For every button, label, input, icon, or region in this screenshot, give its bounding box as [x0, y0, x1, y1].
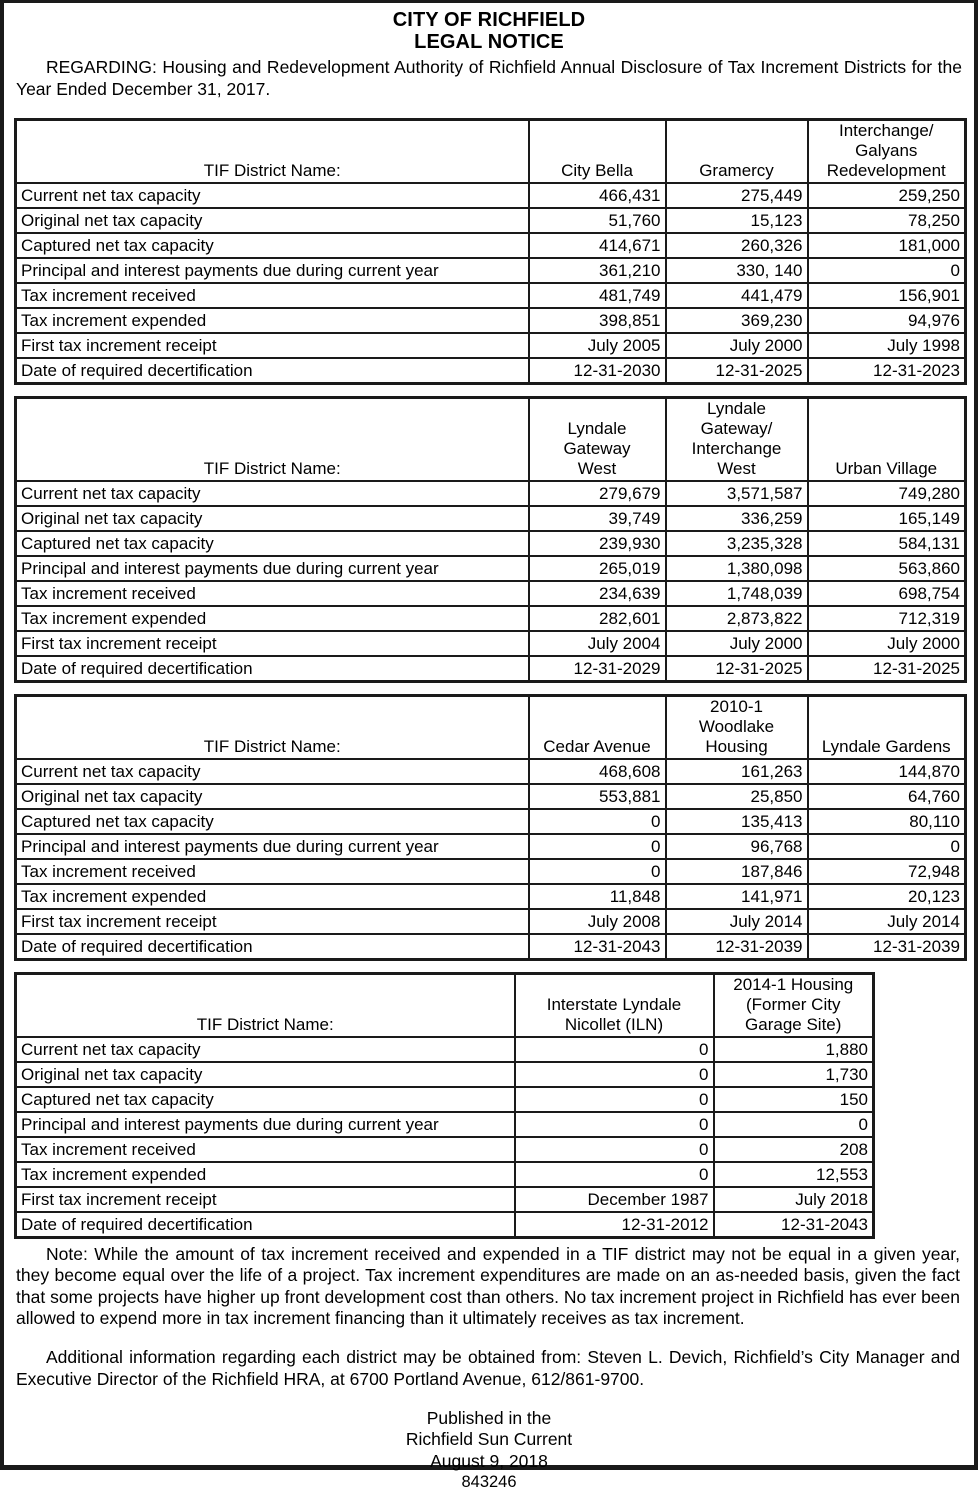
row-label: Current net tax capacity [16, 481, 529, 506]
district-column-header-line: Gramercy [699, 160, 774, 180]
table-cell-value: 64,760 [808, 784, 966, 809]
table-cell-value: 282,601 [529, 606, 666, 631]
row-label: Current net tax capacity [16, 183, 529, 208]
tif-district-name-header: TIF District Name: [16, 397, 529, 481]
table-cell-value: 12-31-2039 [666, 934, 808, 960]
district-column-header-line: Housing [705, 736, 768, 756]
district-column-header-line: Nicollet (ILN) [564, 1014, 664, 1034]
table-cell-value: 369,230 [666, 308, 808, 333]
table-3 [14, 694, 967, 961]
row-label: First tax increment receipt [16, 909, 529, 934]
table-cell-value: December 1987 [515, 1187, 714, 1212]
table-cell-value: 361,210 [529, 258, 666, 283]
row-label: Tax increment received [16, 1137, 515, 1162]
table-1 [14, 118, 967, 385]
table-cell-value: 135,413 [666, 809, 808, 834]
table-cell-value: 0 [714, 1112, 874, 1137]
table-cell-value: July 2008 [529, 909, 666, 934]
table-cell-value: 12-31-2043 [529, 934, 666, 960]
row-label: Captured net tax capacity [16, 1087, 515, 1112]
table-row [16, 934, 966, 960]
table-row [16, 506, 966, 531]
table-cell-value: 0 [529, 809, 666, 834]
row-label: Captured net tax capacity [16, 531, 529, 556]
district-column-header-line: Galyans [855, 140, 918, 160]
row-label: Tax increment expended [16, 606, 529, 631]
district-column-header [515, 973, 714, 1037]
table-row [16, 1112, 874, 1137]
table-row [16, 1187, 874, 1212]
table-row [16, 531, 966, 556]
table-cell-value: July 2000 [666, 631, 808, 656]
table-cell-value: 94,976 [808, 308, 966, 333]
table-2 [14, 396, 967, 683]
table-row [16, 556, 966, 581]
table-cell-value: 12-31-2023 [808, 358, 966, 384]
table-cell-value: 466,431 [529, 183, 666, 208]
district-column-header-line: Cedar Avenue [543, 736, 651, 756]
table-cell-value: 481,749 [529, 283, 666, 308]
table-cell-value: 0 [515, 1137, 714, 1162]
table-cell-value: July 2014 [808, 909, 966, 934]
row-label: Tax increment expended [16, 1162, 515, 1187]
table-cell-value: 12-31-2030 [529, 358, 666, 384]
table-cell-value: 150 [714, 1087, 874, 1112]
table-cell-value: 0 [529, 834, 666, 859]
row-label: Date of required decertification [16, 1212, 515, 1238]
district-column-header-line: Interstate Lyndale [546, 994, 682, 1014]
table-cell-value: July 2004 [529, 631, 666, 656]
table-cell-value: 553,881 [529, 784, 666, 809]
table-row [16, 258, 966, 283]
table-cell-value: 0 [515, 1112, 714, 1137]
district-column-header [808, 397, 966, 481]
table-cell-value: 336,259 [666, 506, 808, 531]
table-cell-value: 141,971 [666, 884, 808, 909]
table-cell-value: 0 [529, 859, 666, 884]
table-row [16, 481, 966, 506]
table-row [16, 909, 966, 934]
table-cell-value: 3,235,328 [666, 531, 808, 556]
table-cell-value: 12-31-2025 [666, 358, 808, 384]
table-cell-value: 259,250 [808, 183, 966, 208]
row-label: First tax increment receipt [16, 1187, 515, 1212]
district-column-header [808, 695, 966, 759]
district-column-header-line: Gateway/ [700, 418, 773, 438]
district-column-header-line: Redevelopment [826, 160, 946, 180]
table-row [16, 581, 966, 606]
table-cell-value: 0 [515, 1087, 714, 1112]
row-label: First tax increment receipt [16, 631, 529, 656]
table-cell-value: 187,846 [666, 859, 808, 884]
tif-district-name-header: TIF District Name: [16, 695, 529, 759]
table-cell-value: July 2018 [714, 1187, 874, 1212]
table-cell-value: 12-31-2029 [529, 656, 666, 682]
row-label: Tax increment expended [16, 884, 529, 909]
district-column-header [808, 119, 966, 183]
district-column-header-line: (Former City [746, 994, 841, 1014]
table-cell-value: 275,449 [666, 183, 808, 208]
district-column-header-line: Urban Village [835, 458, 938, 478]
row-label: Date of required decertification [16, 934, 529, 960]
table-cell-value: 165,149 [808, 506, 966, 531]
table-cell-value: 563,860 [808, 556, 966, 581]
table-cell-value: 15,123 [666, 208, 808, 233]
table-row [16, 759, 966, 784]
district-column-header-line: Interchange/ [838, 120, 934, 140]
table-row [16, 183, 966, 208]
table-cell-value: 441,479 [666, 283, 808, 308]
row-label: Principal and interest payments due during current year [16, 1112, 515, 1137]
note-paragraph: Note: While the amount of tax increment received and expended in a TIF district may not be equal in a given year, they become equal over the life of a project. Tax increment expenditures are made on an as-needed basis, given the fact that some projects have higher up front development cost than others. No tax increment project in Richfield has ever been allowed to expend more in tax increment financing than it ultimately receives as tax increment. [16, 1243, 960, 1328]
district-column-header [714, 973, 874, 1037]
row-label: Original net tax capacity [16, 1062, 515, 1087]
table-cell-value: 78,250 [808, 208, 966, 233]
masthead-city-line: CITY OF RICHFIELD [392, 9, 586, 31]
table-cell-value: July 1998 [808, 333, 966, 358]
table-cell-value: 1,730 [714, 1062, 874, 1087]
table-row [16, 333, 966, 358]
row-label: Principal and interest payments due during current year [16, 556, 529, 581]
table-cell-value: 414,671 [529, 233, 666, 258]
table-cell-value: 181,000 [808, 233, 966, 258]
table-row [16, 834, 966, 859]
district-column-header-line: West [577, 458, 617, 478]
table-cell-value: 330, 140 [666, 258, 808, 283]
table-cell-value: 3,571,587 [666, 481, 808, 506]
table-cell-value: 698,754 [808, 581, 966, 606]
row-label: Tax increment received [16, 283, 529, 308]
district-column-header-line: Lyndale Gardens [821, 736, 951, 756]
row-label: Original net tax capacity [16, 784, 529, 809]
table-cell-value: 96,768 [666, 834, 808, 859]
table-row [16, 859, 966, 884]
table-cell-value: 265,019 [529, 556, 666, 581]
table-cell-value: 468,608 [529, 759, 666, 784]
table-cell-value: 0 [808, 258, 966, 283]
district-column-header-line: Lyndale [567, 418, 627, 438]
tif-tables-container [14, 118, 964, 1239]
row-label: Current net tax capacity [16, 759, 529, 784]
contact-paragraph: Additional information regarding each district may be obtained from: Steven L. Devich, Richfield’s City Manager and Executive Director of the Richfield HRA, at 6700 Portland Avenue, 612/861-9700. [16, 1347, 960, 1389]
table-header-row [16, 973, 874, 1037]
row-label: Principal and interest payments due during current year [16, 258, 529, 283]
table-cell-value: 11,848 [529, 884, 666, 909]
table-4 [14, 972, 875, 1239]
table-cell-value: 12-31-2043 [714, 1212, 874, 1238]
table-cell-value: 279,679 [529, 481, 666, 506]
district-column-header-line: West [717, 458, 756, 478]
tif-district-name-header: TIF District Name: [16, 973, 515, 1037]
row-label: Date of required decertification [16, 358, 529, 384]
row-label: First tax increment receipt [16, 333, 529, 358]
masthead [14, 9, 964, 53]
table-row [16, 1137, 874, 1162]
table-row [16, 308, 966, 333]
table-cell-value: 12-31-2039 [808, 934, 966, 960]
table-row [16, 1162, 874, 1187]
district-column-header [666, 119, 808, 183]
district-column-header-line: Garage Site) [745, 1014, 842, 1034]
row-label: Current net tax capacity [16, 1037, 515, 1062]
table-cell-value: July 2005 [529, 333, 666, 358]
table-cell-value: 144,870 [808, 759, 966, 784]
district-column-header [529, 397, 666, 481]
row-label: Tax increment received [16, 581, 529, 606]
table-header-row [16, 119, 966, 183]
row-label: Tax increment expended [16, 308, 529, 333]
table-row [16, 208, 966, 233]
district-column-header-line: Lyndale [707, 398, 766, 418]
masthead-notice-line: LEGAL NOTICE [414, 31, 564, 53]
district-column-header-line: 2010-1 [710, 696, 763, 716]
table-cell-value: 208 [714, 1137, 874, 1162]
table-cell-value: July 2000 [666, 333, 808, 358]
table-cell-value: 398,851 [529, 308, 666, 333]
table-row [16, 358, 966, 384]
table-row [16, 233, 966, 258]
table-cell-value: July 2014 [666, 909, 808, 934]
row-label: Captured net tax capacity [16, 233, 529, 258]
table-cell-value: 12-31-2025 [666, 656, 808, 682]
row-label: Principal and interest payments due during current year [16, 834, 529, 859]
tif-district-name-header: TIF District Name: [16, 119, 529, 183]
district-column-header-line: Interchange [691, 438, 782, 458]
table-row [16, 1062, 874, 1087]
table-cell-value: 12-31-2025 [808, 656, 966, 682]
table-header-row [16, 397, 966, 481]
table-cell-value: 80,110 [808, 809, 966, 834]
table-cell-value: 0 [515, 1162, 714, 1187]
table-cell-value: 156,901 [808, 283, 966, 308]
publication-block [14, 1408, 964, 1494]
table-cell-value: 234,639 [529, 581, 666, 606]
table-cell-value: 0 [808, 834, 966, 859]
row-label: Tax increment received [16, 859, 529, 884]
table-cell-value: 12,553 [714, 1162, 874, 1187]
district-column-header-line: 2014-1 Housing [733, 974, 854, 994]
table-cell-value: 749,280 [808, 481, 966, 506]
table-cell-value: 25,850 [666, 784, 808, 809]
table-row [16, 606, 966, 631]
row-label: Original net tax capacity [16, 208, 529, 233]
district-column-header-line: City Bella [561, 160, 633, 180]
row-label: Date of required decertification [16, 656, 529, 682]
district-column-header-line: Woodlake [698, 716, 775, 736]
regarding-paragraph: REGARDING: Housing and Redevelopment Authority of Richfield Annual Disclosure of Tax Increment Districts for the Year Ended December 31, 2017. [16, 57, 962, 99]
table-cell-value: 584,131 [808, 531, 966, 556]
row-label: Original net tax capacity [16, 506, 529, 531]
publication-name: Richfield Sun Current [405, 1429, 573, 1449]
table-cell-value: 1,380,098 [666, 556, 808, 581]
district-column-header [666, 695, 808, 759]
table-cell-value: 72,948 [808, 859, 966, 884]
district-column-header-line: Gateway [563, 438, 631, 458]
table-row [16, 809, 966, 834]
table-row [16, 784, 966, 809]
table-cell-value: 239,930 [529, 531, 666, 556]
publication-date: August 9, 2018 [430, 1450, 548, 1471]
table-cell-value: 2,873,822 [666, 606, 808, 631]
district-column-header [529, 119, 666, 183]
table-cell-value: 0 [515, 1062, 714, 1087]
table-row [16, 656, 966, 682]
table-cell-value: 260,326 [666, 233, 808, 258]
published-in-label: Published in the [426, 1407, 552, 1428]
district-column-header [529, 695, 666, 759]
row-label: Captured net tax capacity [16, 809, 529, 834]
table-row [16, 631, 966, 656]
table-cell-value: July 2000 [808, 631, 966, 656]
district-column-header [666, 397, 808, 481]
publication-reference-number: 843246 [461, 1473, 517, 1491]
table-row [16, 1037, 874, 1062]
table-cell-value: 1,880 [714, 1037, 874, 1062]
table-cell-value: 12-31-2012 [515, 1212, 714, 1238]
table-cell-value: 51,760 [529, 208, 666, 233]
table-row [16, 884, 966, 909]
table-row [16, 1087, 874, 1112]
table-cell-value: 39,749 [529, 506, 666, 531]
table-cell-value: 1,748,039 [666, 581, 808, 606]
table-header-row [16, 695, 966, 759]
table-cell-value: 20,123 [808, 884, 966, 909]
table-row [16, 283, 966, 308]
table-cell-value: 712,319 [808, 606, 966, 631]
table-row [16, 1212, 874, 1238]
table-cell-value: 0 [515, 1037, 714, 1062]
table-cell-value: 161,263 [666, 759, 808, 784]
